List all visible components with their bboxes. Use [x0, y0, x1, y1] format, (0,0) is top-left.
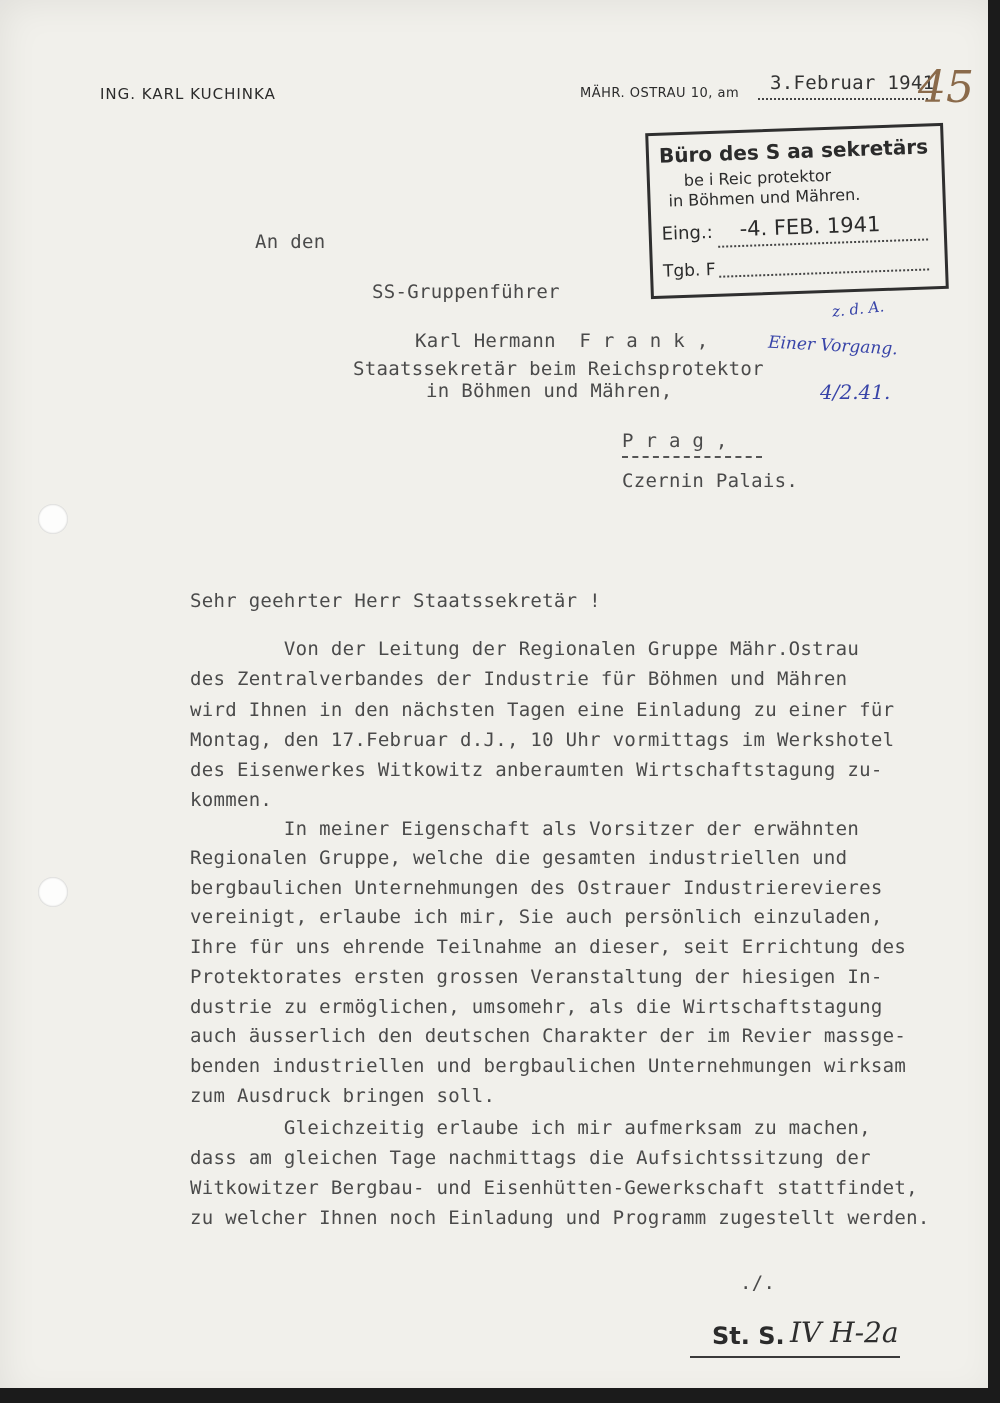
body-line: Montag, den 17.Februar d.J., 10 Uhr vormittags im Werkshotel: [190, 729, 895, 751]
stamp-office-line3: in Böhmen und Mähren.: [668, 184, 861, 211]
received-stamp: [645, 123, 949, 299]
body-line: dass am gleichen Tage nachmittags die Aufsichtssitzung der: [190, 1147, 871, 1169]
handwritten-annotation-line3: 4/2.41.: [820, 380, 891, 404]
date-dotted-line: [758, 98, 928, 100]
continuation-mark: ./.: [740, 1272, 776, 1294]
letter-date: 3.Februar 1941: [770, 72, 935, 94]
page-number-handwritten: 45: [918, 62, 974, 113]
stamp-office-line2: be i Reic protektor: [683, 165, 832, 190]
address-street: Czernin Palais.: [622, 470, 799, 492]
address-an-den: An den: [255, 231, 326, 253]
address-title-line1: Staatssekretär beim Reichsprotektor: [353, 358, 764, 380]
handwritten-annotation-line2: Einer Vorgang.: [767, 332, 899, 360]
body-line: Ihre für uns ehrende Teilnahme an dieser, seit Errichtung des: [190, 936, 907, 958]
file-ref-underline: [690, 1356, 900, 1358]
punch-hole-bottom: [38, 877, 68, 907]
stamp-office-line1: Büro des S aa sekretärs: [658, 134, 929, 168]
body-line: zu welcher Ihnen noch Einladung und Programm zugestellt werden.: [190, 1207, 930, 1229]
body-line: des Zentralverbandes der Industrie für Böhmen und Mähren: [190, 668, 848, 690]
address-rank: SS-Gruppenführer: [372, 281, 560, 303]
body-line: zum Ausdruck bringen soll.: [190, 1085, 496, 1107]
body-line: In meiner Eigenschaft als Vorsitzer der erwähnten: [190, 818, 860, 840]
body-line: kommen.: [190, 789, 273, 811]
body-line: dustrie zu ermöglichen, umsomehr, als die Wirtschaftstagung: [190, 996, 883, 1018]
body-line: vereinigt, erlaube ich mir, Sie auch persönlich einzuladen,: [190, 906, 883, 928]
scan-edge-right: [988, 0, 1000, 1403]
body-line: Witkowitzer Bergbau- und Eisenhütten-Gewerkschaft stattfindet,: [190, 1177, 918, 1199]
body-line: Protektorates ersten grossen Veranstaltung der hiesigen In-: [190, 966, 883, 988]
body-line: des Eisenwerkes Witkowitz anberaumten Wirtschaftstagung zu-: [190, 759, 883, 781]
address-city: P r a g ,: [622, 430, 728, 452]
sender-name: ING. KARL KUCHINKA: [100, 85, 276, 103]
punch-hole-top: [38, 504, 68, 534]
stamp-tgb-label: Tgb. F: [662, 259, 716, 282]
stamp-tgb-dotted: [719, 268, 929, 277]
file-ref-prefix: St. S.: [712, 1322, 785, 1350]
body-line: Regionalen Gruppe, welche die gesamten industriellen und: [190, 847, 848, 869]
address-name: Karl Hermann F r a n k ,: [415, 330, 709, 352]
stamp-eing-date: -4. FEB. 1941: [739, 212, 881, 242]
address-title-line2: in Böhmen und Mähren,: [426, 380, 673, 402]
stamp-eing-label: Eing.:: [661, 221, 714, 245]
handwritten-annotation-line1: z. d. A.: [831, 297, 885, 321]
body-line: wird Ihnen in den nächsten Tagen eine Einladung zu einer für: [190, 699, 895, 721]
body-line: auch äusserlich den deutschen Charakter der im Revier massge-: [190, 1025, 907, 1047]
address-city-underline: [622, 456, 762, 458]
file-ref-handwritten: IV H-2a: [790, 1316, 899, 1349]
body-line: Gleichzeitig erlaube ich mir aufmerksam zu machen,: [190, 1117, 871, 1139]
salutation: Sehr geehrter Herr Staatssekretär !: [190, 590, 601, 612]
scan-edge-bottom: [0, 1388, 1000, 1403]
body-line: Von der Leitung der Regionalen Gruppe Mähr.Ostrau: [190, 638, 860, 660]
place-label: MÄHR. OSTRAU 10, am: [580, 86, 740, 101]
body-line: bergbaulichen Unternehmungen des Ostrauer Industrierevieres: [190, 877, 883, 899]
body-line: benden industriellen und bergbaulichen Unternehmungen wirksam: [190, 1055, 907, 1077]
